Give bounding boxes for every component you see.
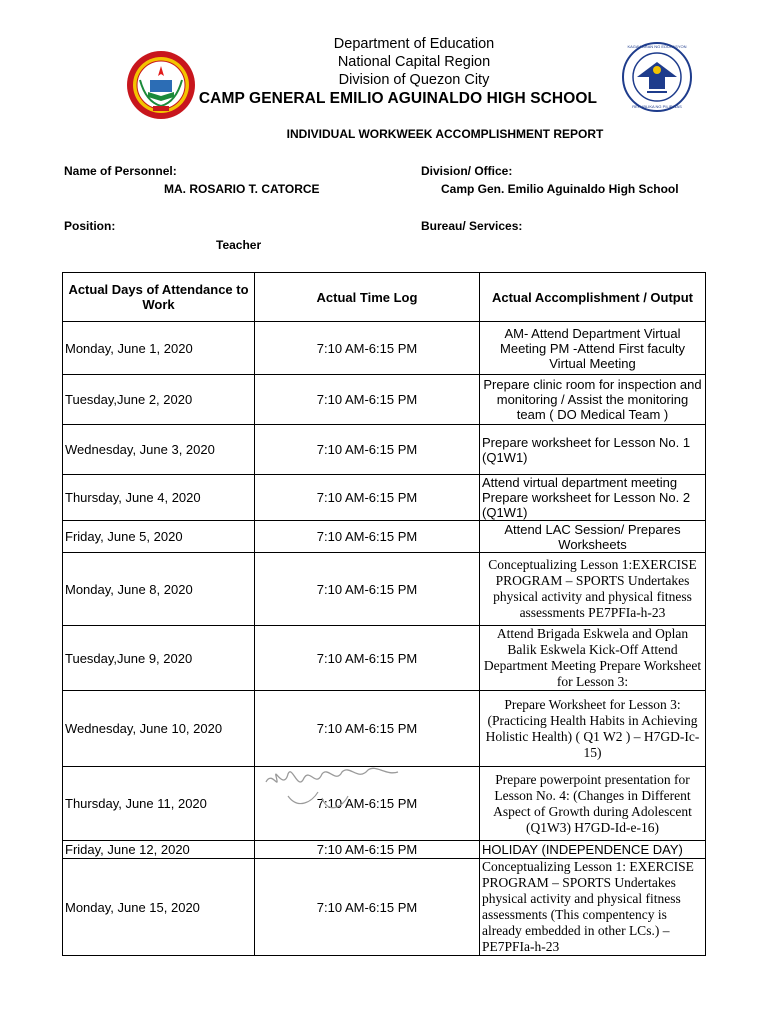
day-cell: Wednesday, June 10, 2020 xyxy=(63,691,255,767)
accomplishment-cell: Prepare Worksheet for Lesson 3: (Practicing Health Habits in Achieving Holistic Health) ( Q1 W2 ) – H7GD-Ic-15) xyxy=(480,691,706,767)
position-label: Position: xyxy=(64,219,116,233)
accomplishment-cell: HOLIDAY (INDEPENDENCE DAY) xyxy=(480,841,706,859)
day-cell: Thursday, June 11, 2020 xyxy=(63,767,255,841)
name-label: Name of Personnel: xyxy=(64,164,177,178)
division-value: Camp Gen. Emilio Aguinaldo High School xyxy=(441,182,679,196)
time-cell: 7:10 AM-6:15 PM xyxy=(255,626,480,691)
day-cell: Tuesday,June 2, 2020 xyxy=(63,375,255,425)
day-cell: Monday, June 15, 2020 xyxy=(63,859,255,956)
accomplishment-table xyxy=(62,272,706,956)
time-cell: 7:10 AM-6:15 PM xyxy=(255,767,480,841)
day-cell: Friday, June 5, 2020 xyxy=(63,521,255,553)
time-cell: 7:10 AM-6:15 PM xyxy=(255,841,480,859)
accomplishment-cell: AM- Attend Department Virtual Meeting PM -Attend First faculty Virtual Meeting xyxy=(480,322,706,375)
position-value: Teacher xyxy=(216,238,262,252)
division-label: Division/ Office: xyxy=(421,164,513,178)
day-cell: Monday, June 1, 2020 xyxy=(63,322,255,375)
table-row xyxy=(63,322,706,375)
deped-seal-ring-text: KAGAWARAN NG EDUKASYON xyxy=(627,44,687,49)
accomplishment-cell: Conceptualizing Lesson 1: EXERCISE PROGRAM – SPORTS Undertakes physical activity and physical fitness assessments (This compentency is already embedded in other LCs.) – PE7PFIa-h-23 xyxy=(480,859,706,956)
accomplishment-cell: Prepare powerpoint presentation for Lesson No. 4: (Changes in Different Aspect of Growth during Adolescent (Q1W3) H7GD-Id-e-16) xyxy=(480,767,706,841)
day-cell: Wednesday, June 3, 2020 xyxy=(63,425,255,475)
report-title: INDIVIDUAL WORKWEEK ACCOMPLISHMENT REPORT xyxy=(286,127,604,141)
day-cell: Friday, June 12, 2020 xyxy=(63,841,255,859)
accomplishment-cell: Conceptualizing Lesson 1:EXERCISE PROGRAM – SPORTS Undertakes physical activity and physical fitness assessments PE7PFIa-h-23 xyxy=(480,553,706,626)
header-time-log: Actual Time Log xyxy=(255,273,480,322)
table-row xyxy=(63,475,706,521)
day-cell: Tuesday,June 9, 2020 xyxy=(63,626,255,691)
header-region: National Capital Region xyxy=(337,54,491,70)
bureau-label: Bureau/ Services: xyxy=(421,219,523,233)
table-row xyxy=(63,521,706,553)
header-days: Actual Days of Attendance to Work xyxy=(63,273,255,322)
header-division: Division of Quezon City xyxy=(338,72,490,88)
school-name: CAMP GENERAL EMILIO AGUINALDO HIGH SCHOOL xyxy=(198,90,598,107)
day-cell: Thursday, June 4, 2020 xyxy=(63,475,255,521)
table-header-row xyxy=(63,273,706,322)
time-cell: 7:10 AM-6:15 PM xyxy=(255,553,480,626)
accomplishment-cell: Prepare worksheet for Lesson No. 1 (Q1W1) xyxy=(480,425,706,475)
accomplishment-cell: Attend LAC Session/ Prepares Worksheets xyxy=(480,521,706,553)
time-cell: 7:10 AM-6:15 PM xyxy=(255,521,480,553)
table-row xyxy=(63,859,706,956)
accomplishment-cell: Attend virtual department meeting Prepare worksheet for Lesson No. 2 (Q1W1) xyxy=(480,475,706,521)
table-row xyxy=(63,841,706,859)
accomplishment-cell: Prepare clinic room for inspection and monitoring / Assist the monitoring team ( DO Medical Team ) xyxy=(480,375,706,425)
time-cell: 7:10 AM-6:15 PM xyxy=(255,425,480,475)
time-cell: 7:10 AM-6:15 PM xyxy=(255,475,480,521)
deped-seal-bottom-text: REPUBLIKA NG PILIPINAS xyxy=(632,104,682,109)
table-row xyxy=(63,425,706,475)
name-value: MA. ROSARIO T. CATORCE xyxy=(164,182,320,196)
accomplishment-cell: Attend Brigada Eskwela and Oplan Balik Eskwela Kick-Off Attend Department Meeting Prepare Worksheet for Lesson 3: xyxy=(480,626,706,691)
time-cell: 7:10 AM-6:15 PM xyxy=(255,375,480,425)
header-accomplishment: Actual Accomplishment / Output xyxy=(480,273,706,322)
table-row xyxy=(63,626,706,691)
table-row xyxy=(63,553,706,626)
time-cell: 7:10 AM-6:15 PM xyxy=(255,322,480,375)
day-cell: Monday, June 8, 2020 xyxy=(63,553,255,626)
table-row xyxy=(63,375,706,425)
header-department: Department of Education xyxy=(333,36,495,52)
table-row xyxy=(63,767,706,841)
table-row xyxy=(63,691,706,767)
time-cell: 7:10 AM-6:15 PM xyxy=(255,859,480,956)
time-cell: 7:10 AM-6:15 PM xyxy=(255,691,480,767)
